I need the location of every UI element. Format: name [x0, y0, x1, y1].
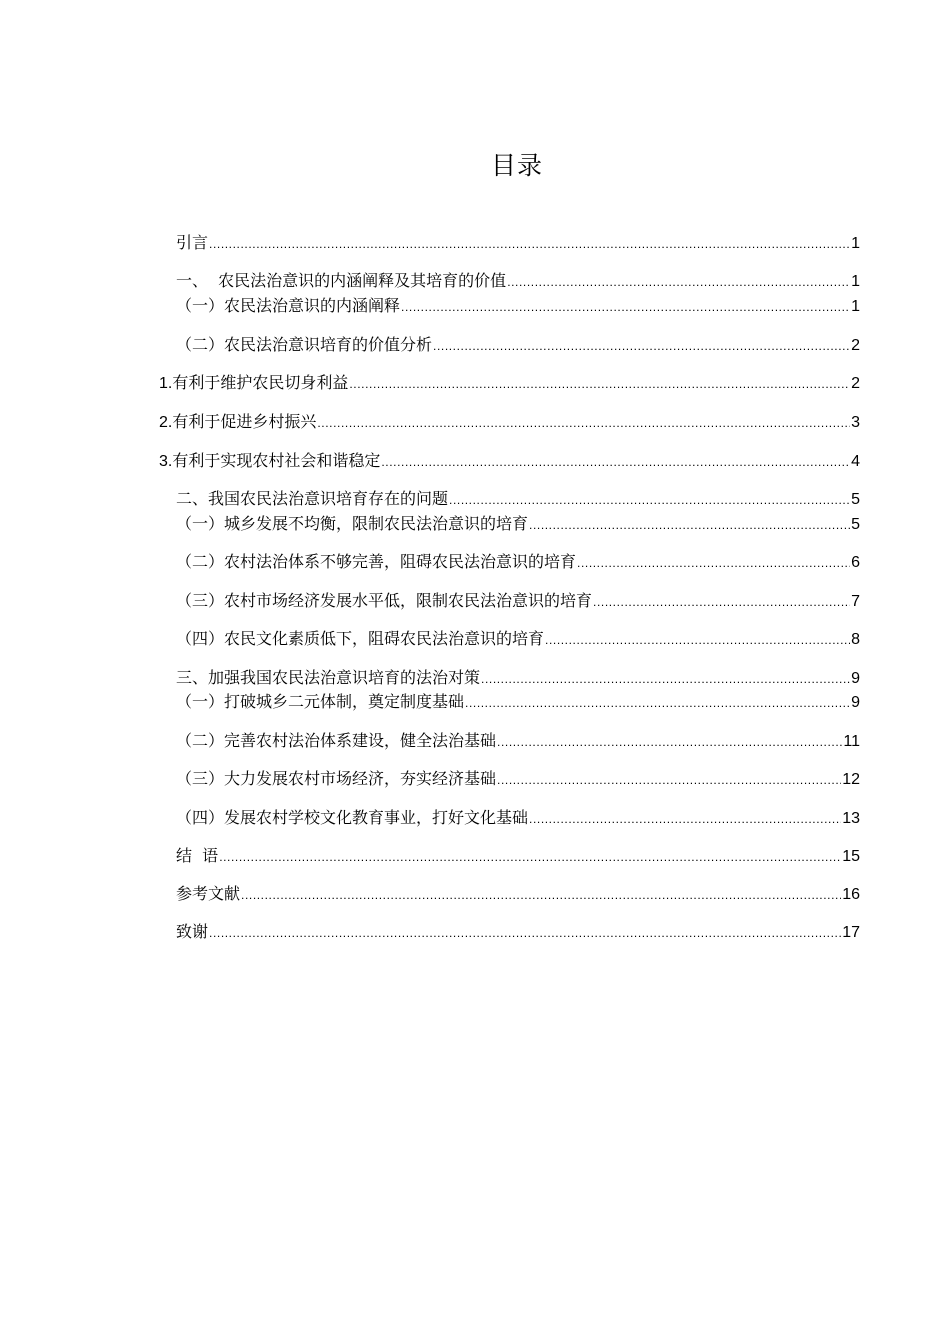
toc-page-number: 2 — [851, 375, 860, 392]
toc-page-number: 2 — [851, 337, 860, 354]
toc-entry-label: 二、我国农民法治意识培育存在的问题 — [176, 489, 449, 508]
dot-leader — [577, 553, 850, 573]
toc-entry-item-3[interactable] — [159, 451, 860, 472]
toc-title: 目录 — [490, 151, 543, 180]
toc-entry-section-2-3[interactable] — [176, 591, 860, 612]
dot-leader — [507, 272, 850, 292]
toc-item-number: 1. — [159, 375, 173, 392]
toc-entry-section-1-1[interactable] — [176, 296, 860, 317]
toc-entry-label: （二）农民法治意识培育的价值分析 — [176, 335, 433, 354]
toc-item-number: 2. — [159, 414, 173, 431]
dot-leader — [545, 630, 850, 650]
toc-entry-introduction[interactable] — [176, 233, 860, 254]
dot-leader — [593, 592, 850, 612]
toc-entry-section-1-2[interactable] — [176, 335, 860, 356]
toc-page-number: 1 — [851, 273, 860, 290]
toc-entry-section-2-2[interactable] — [176, 552, 860, 573]
toc-page-number: 12 — [842, 771, 860, 788]
toc-page-number: 7 — [851, 593, 860, 610]
toc-entry-label: 引言 — [176, 233, 209, 252]
toc-page-number: 13 — [842, 810, 860, 827]
toc-item-number: 3. — [159, 453, 173, 470]
toc-entry-section-3-2[interactable] — [176, 731, 860, 752]
toc-entry-label: 参考文献 — [176, 884, 241, 903]
toc-entry-label: （二）农村法治体系不够完善，阻碍农民法治意识的培育 — [176, 552, 577, 571]
toc-entry-label: （一）城乡发展不均衡，限制农民法治意识的培育 — [176, 514, 529, 533]
toc-page-number: 5 — [851, 491, 860, 508]
toc-page-number: 9 — [851, 694, 860, 711]
toc-entry-label: 致谢 — [176, 922, 209, 941]
toc-page-number: 1 — [851, 298, 860, 315]
toc-entry-label: （四）农民文化素质低下，阻碍农民法治意识的培育 — [176, 629, 545, 648]
dot-leader — [401, 297, 850, 317]
toc-page-number: 3 — [851, 414, 860, 431]
toc-entry-label: （一）农民法治意识的内涵阐释 — [176, 296, 401, 315]
toc-entry-section-2-1[interactable] — [176, 514, 860, 535]
toc-entry-chapter-1[interactable] — [176, 271, 860, 292]
toc-entry-label: （四）发展农村学校文化教育事业，打好文化基础 — [176, 808, 529, 827]
toc-entry-chapter-2[interactable] — [176, 489, 860, 510]
toc-entry-label: 有利于促进乡村振兴 — [172, 412, 317, 431]
toc-entry-label: （三）大力发展农村市场经济，夯实经济基础 — [176, 769, 497, 788]
toc-entry-label: 三、加强我国农民法治意识培育的法治对策 — [176, 668, 481, 687]
toc-entry-section-2-4[interactable] — [176, 629, 860, 650]
toc-page-number: 16 — [842, 886, 860, 903]
dot-leader — [449, 490, 850, 510]
dot-leader — [481, 669, 850, 689]
dot-leader — [349, 374, 850, 394]
toc-entry-item-2[interactable] — [159, 412, 860, 433]
toc-entry-acknowledgements[interactable] — [176, 922, 860, 943]
toc-page-number: 15 — [842, 848, 860, 865]
dot-leader — [317, 413, 850, 433]
toc-entry-label: 有利于实现农村社会和谐稳定 — [172, 451, 381, 470]
dot-leader — [529, 515, 850, 535]
toc-entry-label: 结 语 — [176, 846, 219, 865]
toc-page-number: 8 — [851, 631, 860, 648]
dot-leader — [209, 923, 841, 943]
toc-page-number: 6 — [851, 554, 860, 571]
toc-page-number: 9 — [851, 670, 860, 687]
toc-page-number: 4 — [851, 453, 860, 470]
toc-entry-label: （二）完善农村法治体系建设，健全法治基础 — [176, 731, 497, 750]
toc-entry-label: （一）打破城乡二元体制，奠定制度基础 — [176, 692, 465, 711]
dot-leader — [529, 809, 841, 829]
dot-leader — [241, 885, 841, 905]
dot-leader — [465, 693, 850, 713]
toc-entry-conclusion[interactable] — [176, 846, 860, 867]
toc-entry-label: 有利于维护农民切身利益 — [172, 373, 349, 392]
toc-entry-section-3-1[interactable] — [176, 692, 860, 713]
dot-leader — [381, 452, 850, 472]
toc-entry-section-3-4[interactable] — [176, 808, 860, 829]
toc-entry-label: （三）农村市场经济发展水平低，限制农民法治意识的培育 — [176, 591, 593, 610]
toc-page-number: 5 — [851, 516, 860, 533]
dot-leader — [209, 234, 850, 254]
dot-leader — [219, 847, 841, 867]
dot-leader — [497, 732, 842, 752]
toc-entry-label: 一、 农民法治意识的内涵阐释及其培育的价值 — [176, 271, 507, 290]
toc-page-number: 17 — [842, 924, 860, 941]
toc-entry-chapter-3[interactable] — [176, 668, 860, 689]
toc-entry-item-1[interactable] — [159, 373, 860, 394]
toc-page-number: 11 — [843, 733, 860, 750]
dot-leader — [497, 770, 841, 790]
toc-page-number: 1 — [851, 235, 860, 252]
toc-entry-references[interactable] — [176, 884, 860, 905]
dot-leader — [433, 336, 850, 356]
toc-entry-section-3-3[interactable] — [176, 769, 860, 790]
